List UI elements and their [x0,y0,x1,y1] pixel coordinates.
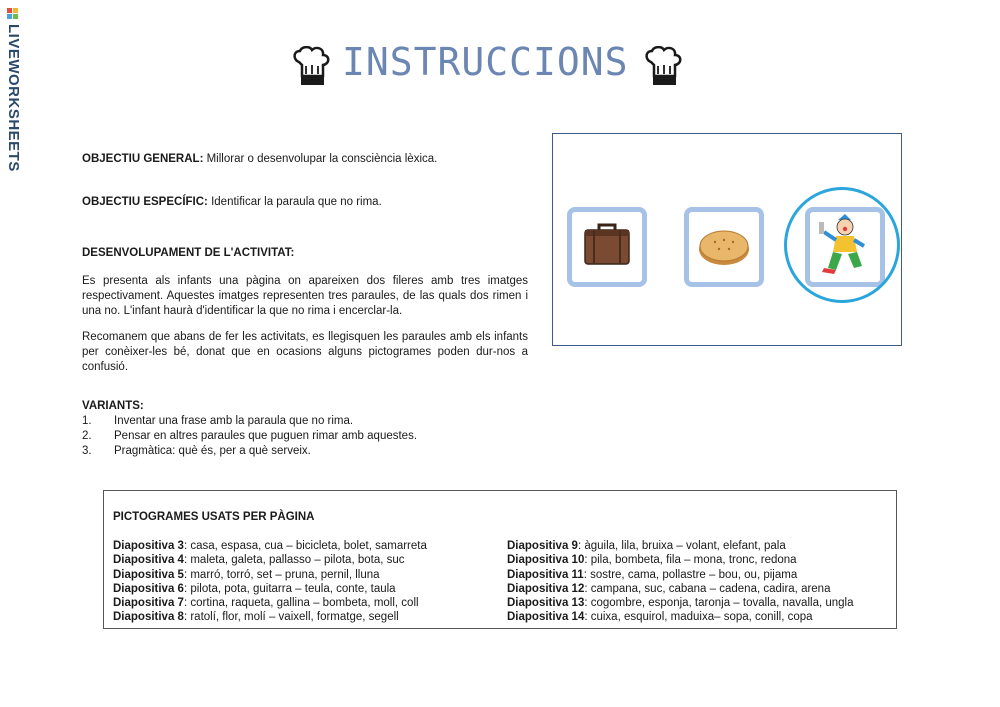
picture-card-suitcase[interactable] [567,207,647,287]
list-item [113,596,427,610]
slide-label: Diapositiva 5 [113,568,184,581]
objective-specific-text: Identificar la paraula que no rima. [207,196,382,208]
slide-words: : sostre, cama, pollastre – bou, ou, pijama [583,568,798,581]
list-item [507,582,854,596]
slide-words: : cogombre, esponja, taronja – tovalla, navalla, ungla [584,597,854,610]
pictograms-box [103,490,897,629]
list-item [507,610,854,624]
pictograms-title: PICTOGRAMES USATS PER PÀGINA [113,511,315,523]
slide-label: Diapositiva 12 [507,582,585,595]
variant-number: 1. [82,415,92,427]
slide-words: : casa, espasa, cua – bicicleta, bolet, samarreta [183,540,427,552]
slide-label: Diapositiva 13 [507,597,585,610]
objective-general-label: OBJECTIU GENERAL: [82,153,204,165]
slide-label: Diapositiva 3 [113,540,184,552]
list-item [507,596,854,610]
objective-general-text: Millorar o desenvolupar la consciència lèxica. [203,153,438,165]
slide-words: : maleta, galeta, pallasso – pilota, bota, suc [183,554,405,567]
slide-words: : cortina, raqueta, gallina – bombeta, moll, coll [183,597,419,610]
list-item [507,568,854,582]
list-item [113,568,427,582]
variant-text: Inventar una frase amb la paraula que no rima. [114,415,354,427]
variant-text: Pensar en altres paraules que puguen rimar amb aquestes. [114,430,418,442]
selection-circle [784,187,900,303]
variant-number: 3. [82,445,92,457]
development-paragraph-1: Es presenta als infants una pàgina on apareixen dos fileres amb tres imatges respectivament. Aquestes imatges representen tres paraules, de las quals dos rimen i una no. L'infant haurà d'identificar la que no rima i encerclar-la. [82,275,528,317]
variants-section [82,399,417,459]
page-header [290,40,690,90]
variant-number: 2. [82,430,92,442]
brand-name: LIVEWORKSHEETS [5,24,22,172]
pictograms-column-right [507,539,854,625]
list-item [82,429,417,444]
pictograms-column-left [113,539,427,625]
objective-specific-label: OBJECTIU ESPECÍFIC: [82,196,208,208]
list-item [113,553,427,567]
variant-text: Pragmàtica: què és, per a què serveix. [114,445,311,457]
chef-hat-icon [290,46,332,92]
slide-label: Diapositiva 6 [113,582,184,595]
slide-words: : campana, suc, cabana – cadena, cadira, arena [584,582,831,595]
list-item [113,539,427,553]
slide-words: : marró, torró, set – pruna, pernil, lluna [183,568,380,581]
objective-specific [82,195,382,210]
development-heading: DESENVOLUPAMENT DE L'ACTIVITAT: [82,247,295,259]
slide-label: Diapositiva 14 [507,611,585,624]
slide-words: : ratolí, flor, molí – vaixell, formatge, segell [183,611,399,624]
slide-words: : pila, bombeta, fila – mona, tronc, redona [584,554,797,567]
slide-words: : cuixa, esquirol, maduixa– sopa, conill, copa [584,611,813,624]
chef-hat-icon [642,46,684,92]
slide-label: Diapositiva 8 [113,611,184,624]
page-title: INSTRUCCIONS [342,40,629,84]
variants-heading: VARIANTS: [82,400,144,412]
list-item [82,414,417,429]
slide-label: Diapositiva 9 [507,540,578,552]
list-item [82,444,417,459]
slide-label: Diapositiva 4 [113,554,184,567]
slide-label: Diapositiva 10 [507,554,585,567]
suitcase-icon [572,212,642,282]
list-item [113,582,427,596]
slide-words: : pilota, pota, guitarra – teula, conte, taula [183,582,396,595]
cookie-icon [689,212,759,282]
objective-general [82,152,437,167]
list-item [507,553,854,567]
list-item [507,539,854,553]
brand-squares-icon [7,8,19,20]
slide-label: Diapositiva 11 [507,568,584,581]
picture-card-cookie[interactable] [684,207,764,287]
list-item [113,610,427,624]
brand-logo [2,4,24,204]
example-preview [552,133,902,346]
slide-words: : àguila, lila, bruixa – volant, elefant, pala [577,540,786,552]
development-paragraph-2: Recomanem que abans de fer les activitats, es llegisquen les paraules amb els infants per conèixer-les bé, donat que en ocasions alguns pictogrames poden dur-nos a confusió. [82,331,528,373]
slide-label: Diapositiva 7 [113,597,184,610]
